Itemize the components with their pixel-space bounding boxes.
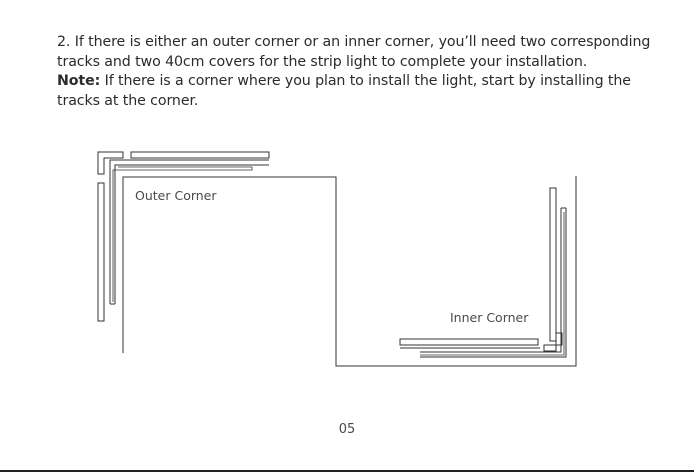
- wall-outline: [123, 176, 576, 366]
- note-text: If there is a corner where you plan to install the light, start by installing the tracks at the corner.: [57, 73, 631, 109]
- inner-corner-connector: [544, 333, 562, 351]
- inner-horizontal-track: [400, 339, 538, 345]
- bottom-rule: [0, 470, 694, 472]
- inner-corner-cover: [420, 208, 566, 357]
- outer-vertical-track: [98, 183, 104, 321]
- inner-corner-label: Inner Corner: [450, 310, 529, 325]
- inner-vertical-track: [550, 188, 556, 341]
- inner-corner-cover-inner: [420, 212, 564, 355]
- outer-corner-cover: [110, 160, 269, 304]
- step-paragraph: 2. If there is either an outer corner or an inner corner, you’ll need two corresponding tracks and two 40cm covers for the strip light to complete your installation.: [57, 34, 651, 70]
- outer-horizontal-track: [131, 152, 269, 158]
- page-number: 05: [338, 422, 356, 437]
- note-label: Note:: [57, 73, 101, 89]
- outer-corner-label: Outer Corner: [135, 188, 217, 203]
